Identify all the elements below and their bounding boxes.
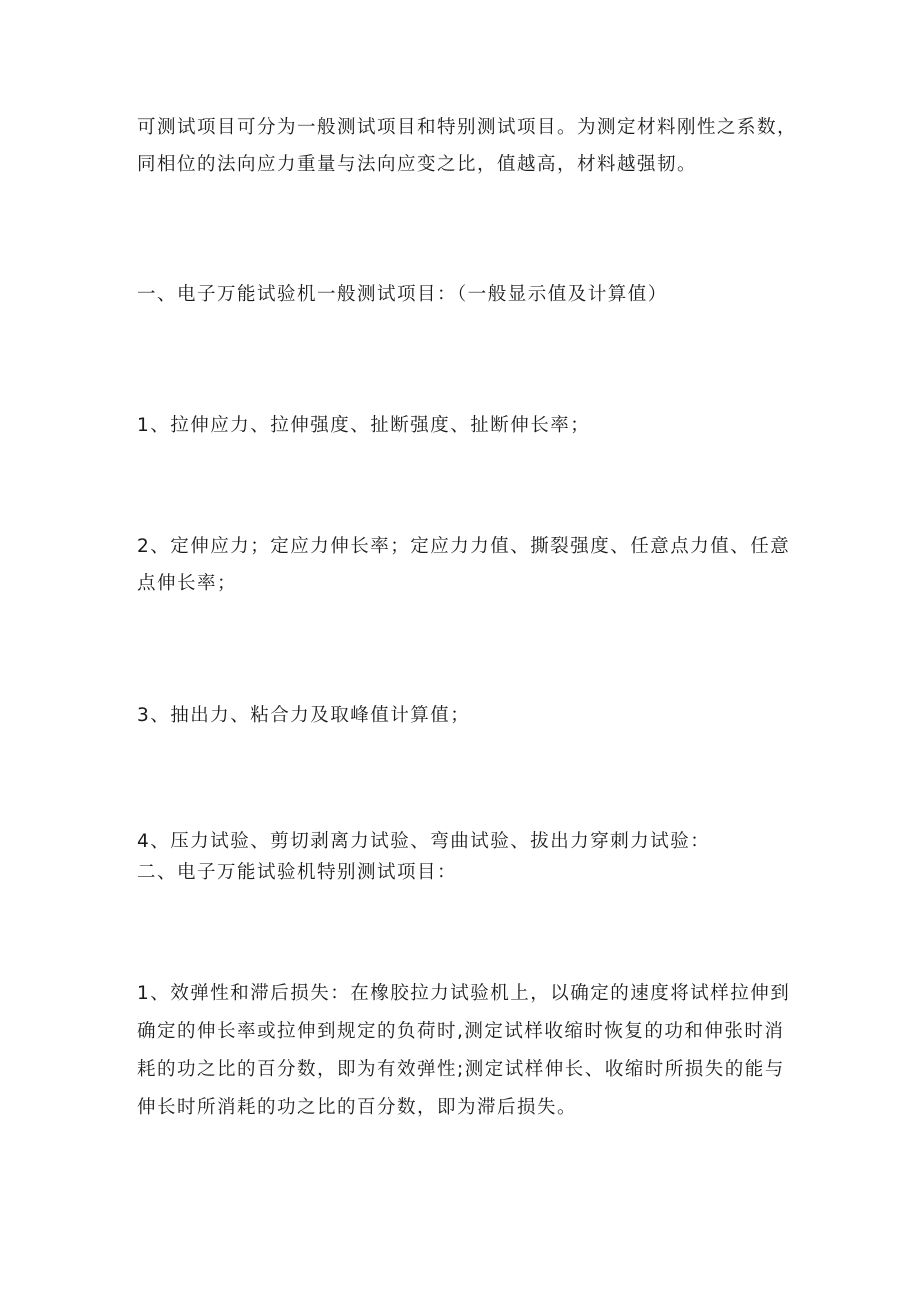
text-line: 1、效弹性和滞后损失：在橡胶拉力试验机上，以确定的速度将试样拉伸到 xyxy=(137,983,791,1004)
text-line: 1、拉伸应力、拉伸强度、扯断强度、扯断伸长率； xyxy=(137,415,591,436)
general-item-2 xyxy=(137,528,797,602)
text-line: 伸长时所消耗的功之比的百分数，即为滞后损失。 xyxy=(137,1097,578,1118)
general-item-4-and-special-heading xyxy=(137,826,797,888)
text-line: 4、压力试验、剪切剥离力试验、弯曲试验、拔出力穿刺力试验： xyxy=(137,831,711,852)
text-line: 可测试项目可分为一般测试项目和特别测试项目。为测定材料刚性之系数， xyxy=(137,117,798,138)
text-line: 点伸长率； xyxy=(137,573,238,594)
text-line: 同相位的法向应力重量与法向应变之比，值越高，材料越强韧。 xyxy=(137,154,698,175)
section-heading: 一、电子万能试验机一般测试项目：（一般显示值及计算值） xyxy=(137,284,668,305)
text-line: 2、定伸应力；定应力伸长率；定应力力值、撕裂强度、任意点力值、任意 xyxy=(137,536,791,557)
intro-paragraph xyxy=(137,109,797,183)
text-line: 3、抽出力、粘合力及取峰值计算值； xyxy=(137,705,471,726)
section-heading: 二、电子万能试验机特别测试项目： xyxy=(137,862,458,883)
text-line: 耗的功之比的百分数，即为有效弹性;测定试样伸长、收缩时所损失的能与 xyxy=(137,1059,785,1080)
special-item-1 xyxy=(137,975,797,1127)
general-items-heading xyxy=(137,276,797,313)
general-item-3 xyxy=(137,697,797,734)
general-item-1 xyxy=(137,407,797,444)
text-line: 确定的伸长率或拉伸到规定的负荷时,测定试样收缩时恢复的功和伸张时消 xyxy=(137,1021,785,1042)
